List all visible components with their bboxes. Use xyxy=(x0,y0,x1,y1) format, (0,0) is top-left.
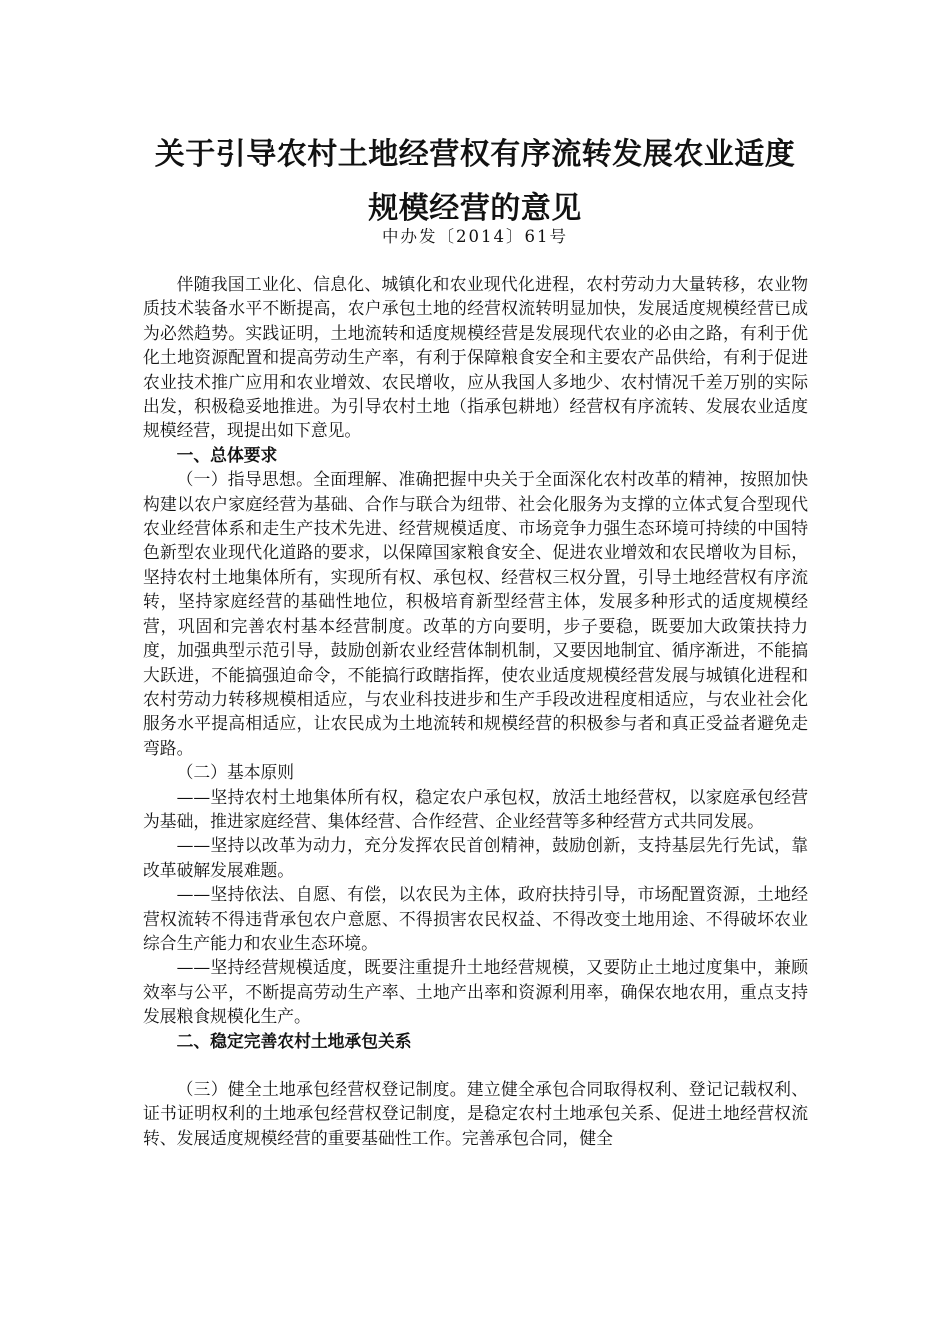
principle-item: ——坚持依法、自愿、有偿，以农民为主体，政府扶持引导，市场配置资源，土地经营权流转不得违背承包农户意愿、不得损害农民权益、不得改变土地用途、不得破坏农业综合生产能力和农业生态环境。 xyxy=(143,884,808,953)
registration-system-paragraph: （三）健全土地承包经营权登记制度。建立健全承包合同取得权利、登记记载权利、证书证明权利的土地承包经营权登记制度，是稳定农村土地承包关系、促进土地经营权流转、发展适度规模经营的重要基础性工作。完善承包合同，健全 xyxy=(143,1079,808,1148)
section-heading-land-contract: 二、稳定完善农村土地承包关系 xyxy=(176,1030,412,1051)
principle-item: ——坚持以改革为动力，充分发挥农民首创精神，鼓励创新，支持基层先行先试，靠改革破解发展难题。 xyxy=(143,835,808,880)
section-heading-general-requirements: 一、总体要求 xyxy=(176,444,278,465)
principle-item: ——坚持经营规模适度，既要注重提升土地经营规模，又要防止土地过度集中，兼顾效率与公平，不断提高劳动生产率、土地产出率和资源利用率，确保农地农用，重点支持发展粮食规模化生产。 xyxy=(143,957,808,1027)
document-body xyxy=(143,272,808,1150)
basic-principles-heading: （二）基本原则 xyxy=(176,762,295,783)
guiding-ideology-paragraph: （一）指导思想。全面理解、准确把握中央关于全面深化农村改革的精神，按照加快构建以农户家庭经营为基础、合作与联合为纽带、社会化服务为支撑的立体式复合型现代农业经营体系和走生产技术先进、经营规模适度、市场竞争力强生态环境可持续的中国特色新型农业现代化道路的要求，以保障国家粮食安全、促进农业增效和农民增收为目标，坚持农村土地集体所有，实现所有权、承包权、经营权三权分置，引导土地经营权有序流转，坚持家庭经营的基础性地位，积极培育新型经营主体，发展多种形式的适度规模经营，巩固和完善农村基本经营制度。改革的方向要明，步子要稳，既要加大政策扶持力度，加强典型示范引导，鼓励创新农业经营体制机制，又要因地制宜、循序渐进，不能搞大跃进，不能搞强迫命令，不能搞行政瞎指挥，使农业适度规模经营发展与城镇化进程和农村劳动力转移规模相适应，与农业科技进步和生产手段改进程度相适应，与农业社会化服务水平提高相适应，让农民成为土地流转和规模经营的积极参与者和真正受益者避免走弯路。 xyxy=(143,469,808,758)
paragraph-gap xyxy=(143,1053,808,1077)
document-title: 关于引导农村土地经营权有序流转发展农业适度规模经营的意见 xyxy=(154,137,796,226)
intro-paragraph: 伴随我国工业化、信息化、城镇化和农业现代化进程，农村劳动力大量转移，农业物质技术装备水平不断提高，农户承包土地的经营权流转明显加快，发展适度规模经营已成为必然趋势。实践证明，土地流转和适度规模经营是发展现代农业的必由之路，有利于优化土地资源配置和提高劳动生产率，有利于保障粮食安全和主要农产品供给，有利于促进农业技术推广应用和农业增效、农民增收，应从我国人多地少、农村情况千差万别的实际出发，积极稳妥地推进。为引导农村土地（指承包耕地）经营权有序流转、发展农业适度规模经营，现提出如下意见。 xyxy=(143,274,808,441)
document-number: 中办发〔2014〕61号 xyxy=(382,227,568,246)
principle-item: ——坚持农村土地集体所有权，稳定农户承包权，放活土地经营权，以家庭承包经营为基础，推进家庭经营、集体经营、合作经营、企业经营等多种经营方式共同发展。 xyxy=(143,786,808,831)
